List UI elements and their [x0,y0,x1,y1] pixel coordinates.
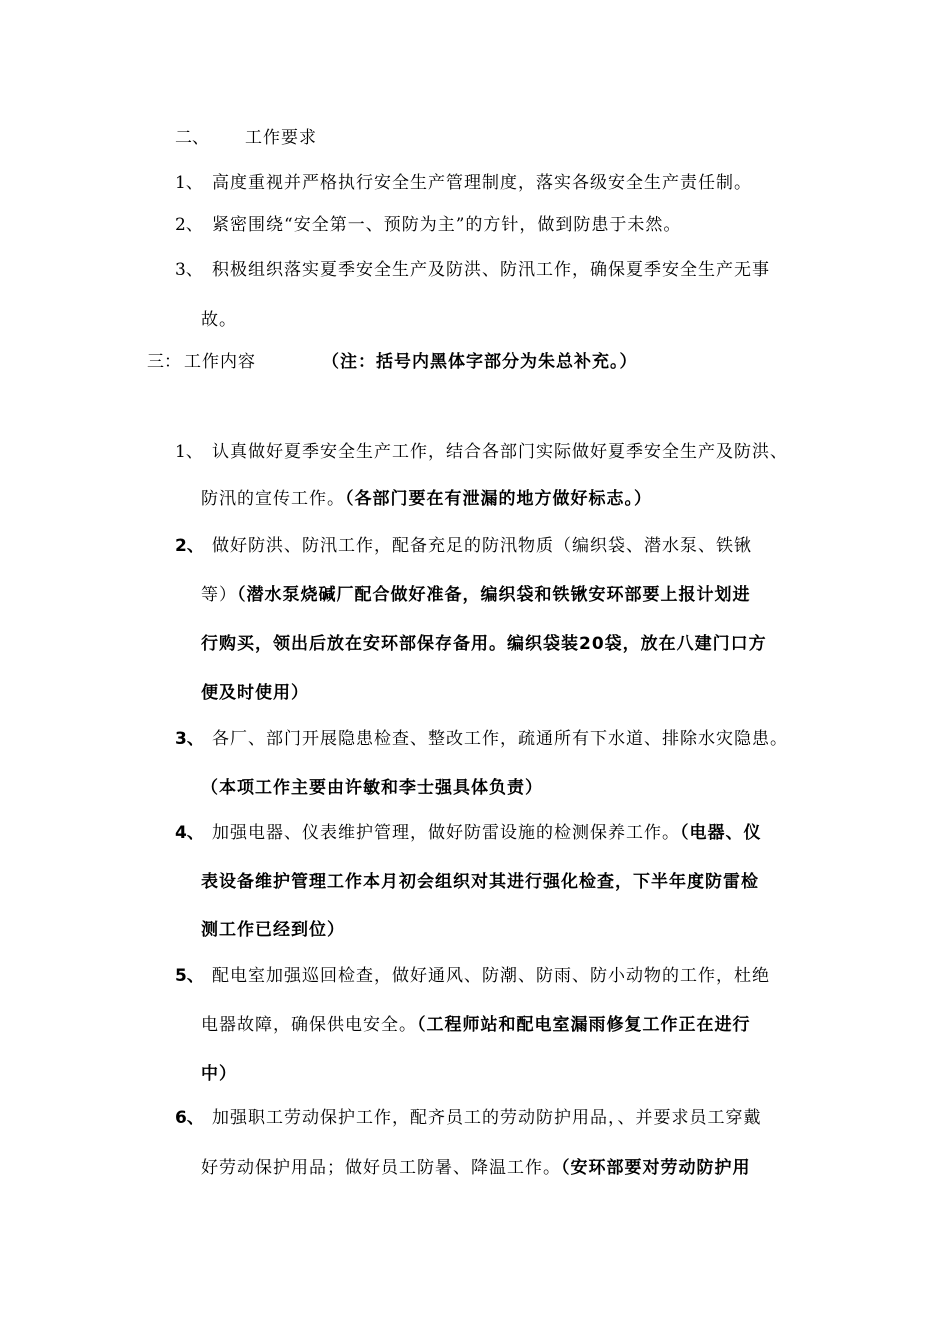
section-3-label: 三： [147,352,181,372]
section-3-item-3-line2: （本项工作主要由许敏和李士强具体负责） [201,778,543,798]
section-3-item-4-line1-bold: （电器、仪 [680,823,762,843]
section-2-label: 二、 [175,128,209,148]
section-3-item-2-line1: 做好防洪、防汛工作，配备充足的防汛物质（编织袋、潜水泵、铁锹 [212,536,752,556]
section-3-item-5-line2-plain: 电器故障，确保供电安全。 [201,1015,417,1035]
section-3-item-4-number: 4、 [175,823,204,843]
section-3-item-1-line2-plain: 防汛的宣传工作。 [201,489,345,509]
section-3-item-4-line2: 表设备维护管理工作本月初会组织对其进行强化检查，下半年度防雷检 [201,872,759,892]
section-3-item-1-number: 1、 [175,442,203,462]
section-3-item-2-line2-bold: （潜水泵烧碱厂配合做好准备，编织袋和铁锹安环部要上报计划进 [237,585,751,605]
section-2-item-3-text-line1: 积极组织落实夏季安全生产及防洪、防汛工作，确保夏季安全生产无事 [212,260,770,280]
section-3-item-6-line2-bold: （安环部要对劳动防护用 [561,1158,751,1178]
section-3-item-6-line2-plain: 好劳动保护用品；做好员工防暑、降温工作。 [201,1158,561,1178]
section-2-title: 工作要求 [245,128,317,148]
section-3-item-5-line1: 配电室加强巡回检查，做好通风、防潮、防雨、防小动物的工作，杜绝 [212,966,770,986]
section-3-item-3-number: 3、 [175,729,204,749]
section-3-item-6-number: 6、 [175,1108,204,1128]
section-3-item-2-number: 2、 [175,536,204,556]
section-3-item-1-line2-bold: （各部门要在有泄漏的地方做好标志。） [345,489,652,509]
section-3-item-4-line1-plain: 加强电器、仪表维护管理，做好防雷设施的检测保养工作。 [212,823,680,843]
section-2-item-3-number: 3、 [175,260,203,280]
section-3-item-2-line3: 行购买，领出后放在安环部保存备用。编织袋装20袋，放在八建门口方 [201,634,767,654]
section-3-item-5-number: 5、 [175,966,204,986]
section-2-item-3-text-line2: 故。 [201,310,237,330]
section-3-item-2-line4: 便及时使用） [201,683,309,703]
section-3-item-6-line2 [201,1156,751,1180]
section-2-item-2-text: 紧密围绕“安全第一、预防为主”的方针，做到防患于未然。 [212,215,682,235]
section-3-item-1-line2 [201,487,652,511]
section-3-item-2-line2-plain: 等） [201,585,237,605]
section-3-item-3-line1: 各厂、部门开展隐患检查、整改工作，疏通所有下水道、排除水灾隐患。 [212,729,788,749]
section-3-item-1-line1: 认真做好夏季安全生产工作，结合各部门实际做好夏季安全生产及防洪、 [212,442,788,462]
section-3-item-5-line2 [201,1013,751,1037]
section-3-title: 工作内容 [184,352,256,372]
section-2-item-1-text: 高度重视并严格执行安全生产管理制度，落实各级安全生产责任制。 [212,173,752,193]
section-3-item-5-line3: 中） [201,1064,237,1084]
section-3-note: （注：括号内黑体字部分为朱总补充。） [322,352,638,372]
section-3-item-6-line1: 加强职工劳动保护工作，配齐员工的劳动防护用品，、并要求员工穿戴 [212,1108,762,1128]
section-3-item-5-line2-bold: （工程师站和配电室漏雨修复工作正在进行 [417,1015,751,1035]
section-3-item-4-line1 [212,821,762,845]
section-2-item-2-number: 2、 [175,215,203,235]
section-2-item-1-number: 1、 [175,173,203,193]
section-3-item-4-line3: 测工作已经到位） [201,920,345,940]
section-3-item-2-line2 [201,583,751,607]
